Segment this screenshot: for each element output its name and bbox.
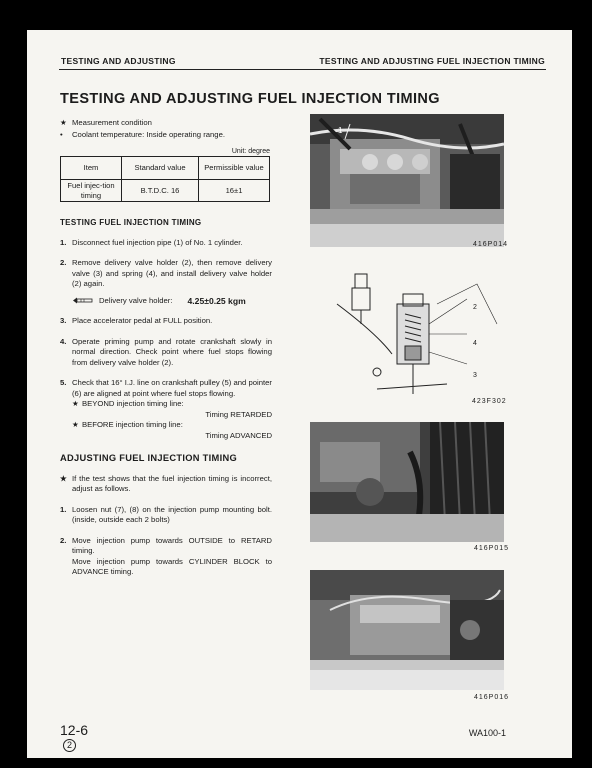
callout-4: 4 <box>473 340 478 347</box>
text-column <box>60 118 272 588</box>
condition-measurement: ★ Measurement condition <box>60 118 152 127</box>
figure-caption-4: 416P016 <box>474 694 510 701</box>
photo-pump-mounting <box>310 570 504 690</box>
photo-injection-pump-top <box>310 114 504 247</box>
cell-permissible: 16±1 <box>199 180 270 202</box>
model-number: WA100-1 <box>468 728 506 738</box>
diagram-delivery-valve <box>317 264 507 404</box>
cell-standard: B.T.D.C. 16 <box>122 180 199 202</box>
figure-caption-3: 416P015 <box>474 545 510 552</box>
col-permissible: Permissible value <box>199 157 270 180</box>
before-result: Timing ADVANCED <box>205 430 272 440</box>
star-icon: ★ <box>60 118 67 127</box>
testing-step-5: 5. Check that 16° I.J. line on crankshaft pulley (5) and pointer (6) are aligned at point where fuel stops flowing. <box>60 378 272 398</box>
adjusting-note: ★ If the test shows that the fuel injection timing is incorrect, adjust as follows. <box>60 473 272 493</box>
dot-icon: • <box>60 129 63 139</box>
star-icon: ★ <box>72 399 79 408</box>
callout-1: 1 <box>338 126 344 135</box>
torque-label: Delivery valve holder: <box>99 295 173 305</box>
adjusting-step-2: 2. Move injection pump towards OUTSIDE to RETARD timing. Move injection pump towards CYLINDER BLOCK to ADVANCE timing. <box>60 535 272 576</box>
beyond-line: ★ BEYOND injection timing line: <box>72 399 184 408</box>
star-icon: ★ <box>72 420 79 429</box>
torque-wrench-icon <box>72 296 94 305</box>
figure-caption-1: 416P014 <box>473 241 509 248</box>
figure-caption-2: 423F302 <box>472 398 507 405</box>
torque-value: 4.25±0.25 kgm <box>187 295 246 306</box>
page-number: 12-6 <box>60 722 89 738</box>
condition-coolant: • Coolant temperature: Inside operating range. <box>60 129 225 139</box>
testing-heading: TESTING FUEL INJECTION TIMING <box>60 218 202 227</box>
running-header-right: TESTING AND ADJUSTING FUEL INJECTION TIMING <box>319 56 545 66</box>
header-rule <box>59 69 546 70</box>
torque-spec <box>72 296 272 307</box>
testing-step-3: 3. Place accelerator pedal at FULL position. <box>60 316 213 325</box>
spec-table <box>60 156 270 202</box>
star-icon: ★ <box>60 473 67 483</box>
table-unit: Unit: degree <box>231 148 270 155</box>
testing-step-2: 2. Remove delivery valve holder (2), then remove delivery valve (3) and spring (4), and install delivery valve holder (2) again. <box>60 258 272 288</box>
timing-results <box>60 399 272 441</box>
before-line: ★ BEFORE injection timing line: <box>72 420 183 429</box>
beyond-result: Timing RETARDED <box>205 409 272 419</box>
page-title: TESTING AND ADJUSTING FUEL INJECTION TIMING <box>60 91 440 107</box>
adjusting-step-1: 1. Loosen nut (7), (8) on the injection pump mounting bolt. (inside, outside each 2 bolts) <box>60 504 272 524</box>
callout-2: 2 <box>473 304 478 311</box>
photo-crankshaft-pulley <box>310 422 504 542</box>
running-header-left: TESTING AND ADJUSTING <box>61 56 176 66</box>
revision-mark: 2 <box>63 739 76 752</box>
callout-3: 3 <box>473 372 478 379</box>
col-item: Item <box>61 157 122 180</box>
adjusting-heading: ADJUSTING FUEL INJECTION TIMING <box>60 453 237 463</box>
testing-step-1: 1. Disconnect fuel injection pipe (1) of No. 1 cylinder. <box>60 237 243 247</box>
col-standard: Standard value <box>122 157 199 180</box>
testing-step-4: 4. Operate priming pump and rotate crankshaft slowly in normal direction. Check point where fuel stops flowing from delivery valve holder (2). <box>60 336 272 367</box>
cell-item: Fuel injec-tion timing <box>61 180 122 202</box>
manual-page <box>27 30 572 758</box>
